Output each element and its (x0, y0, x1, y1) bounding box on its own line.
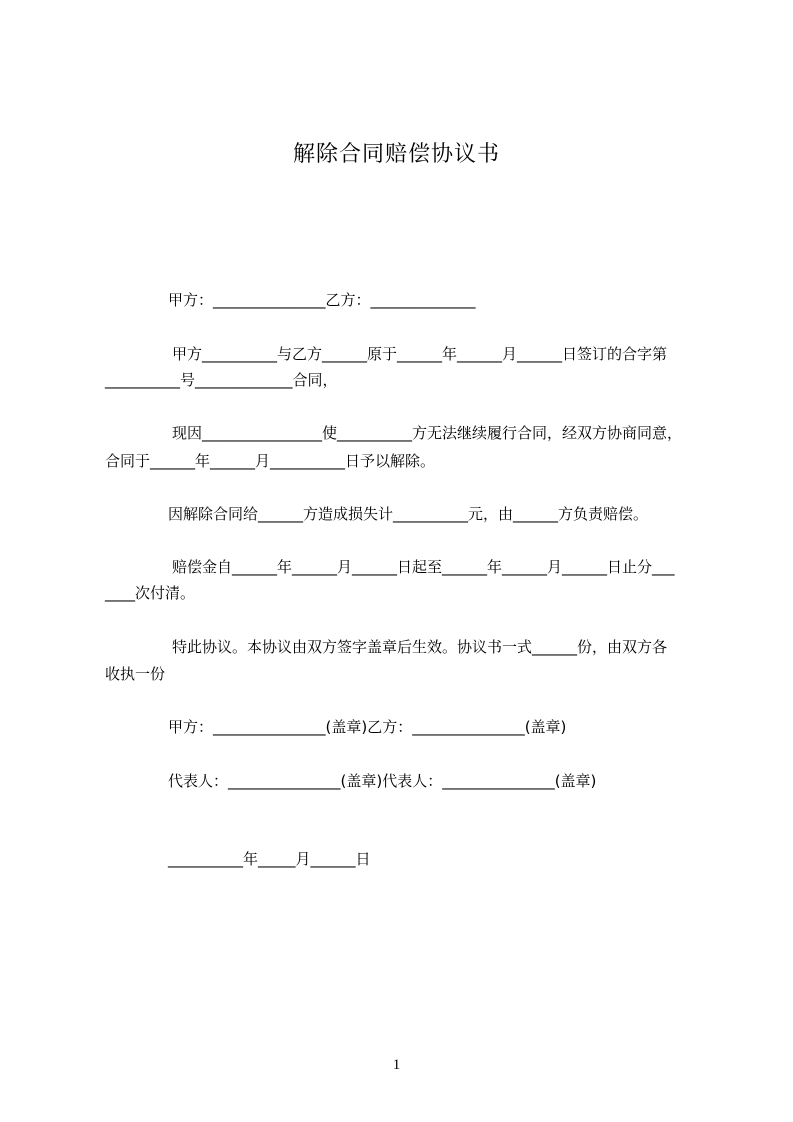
termination-reason-line-2: 合同于______年______月__________日予以解除。 (105, 452, 436, 470)
termination-reason-line-1: 现因________________使__________方无法继续履行合同，经双方协商同意， (172, 424, 683, 442)
party-signature-line: 甲方：_______________(盖章)乙方：_______________(盖章) (168, 718, 567, 736)
original-contract-line-2: __________号_____________合同， (105, 371, 338, 389)
compensation-line: 因解除合同给______方造成损失计__________元，由______方负责赔偿。 (168, 505, 649, 523)
payment-schedule-line-1: 赔偿金自______年______月______日起至______年______月______日止分___ (172, 558, 675, 576)
original-contract-line-1: 甲方__________与乙方______原于______年______月______日签订的合字第 (172, 345, 668, 363)
representative-signature-line: 代表人：_______________(盖章)代表人：_______________(盖章) (168, 772, 597, 790)
document-title: 解除合同赔偿协议书 (292, 142, 500, 167)
effectiveness-clause-line-2: 收执一份 (105, 665, 166, 683)
effectiveness-clause-line-1: 特此协议。本协议由双方签字盖章后生效。协议书一式______份，由双方各 (172, 638, 668, 656)
payment-schedule-line-2: ____次付清。 (105, 584, 196, 602)
parties-line: 甲方：_______________乙方：______________ (168, 291, 476, 309)
page-number: 1 (392, 1057, 401, 1073)
signing-date-line: __________年_____月______日 (168, 850, 371, 868)
